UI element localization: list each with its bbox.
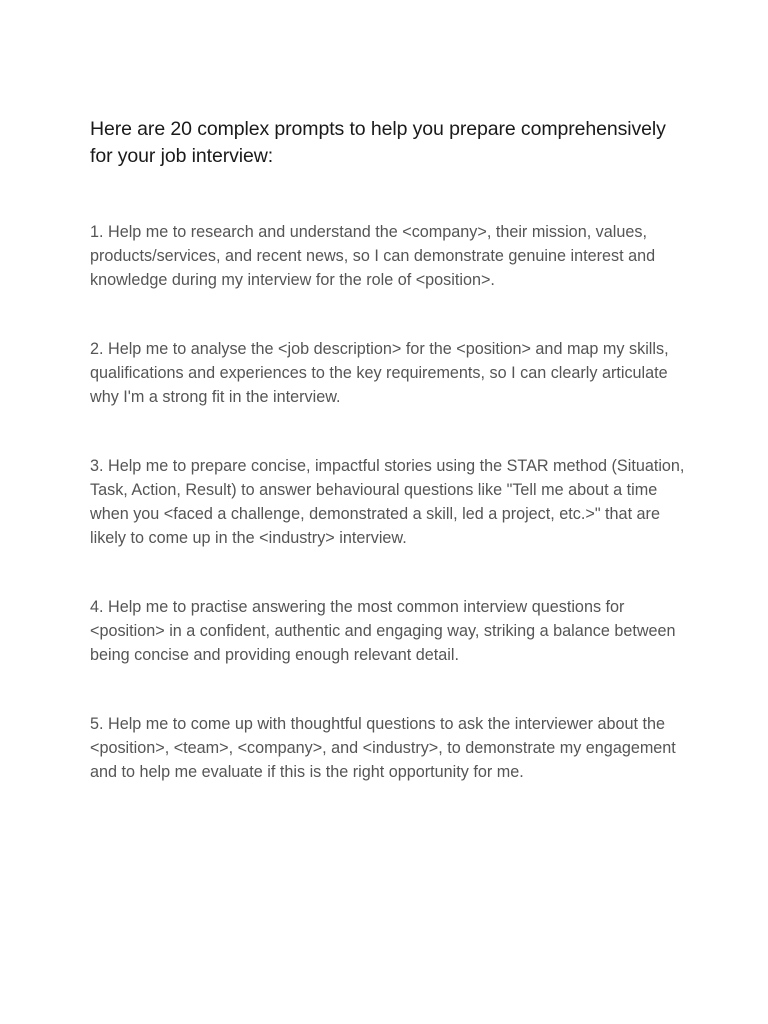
document-title: Here are 20 complex prompts to help you prepare comprehensively for your job interview: bbox=[90, 118, 666, 167]
prompt-item-3: 3. Help me to prepare concise, impactful stories using the STAR method (Situation, Task, Action, Result) to answer behavioural questions like "Tell me about a time when you <faced a challenge, demonstrated a skill, led a project, etc.>" that are likely to come up in the <industry> interview. bbox=[90, 457, 685, 547]
prompt-item-4: 4. Help me to practise answering the most common interview questions for <position> in a confident, authentic and engaging way, striking a balance between being concise and providing enough relevant detail. bbox=[90, 598, 676, 664]
prompt-list bbox=[90, 220, 690, 784]
prompt-item-2: 2. Help me to analyse the <job description> for the <position> and map my skills, qualifications and experiences to the key requirements, so I can clearly articulate why I'm a strong fit in the interview. bbox=[90, 340, 669, 406]
document-body bbox=[90, 116, 690, 784]
title-spacer bbox=[90, 170, 690, 220]
prompt-item-1: 1. Help me to research and understand the <company>, their mission, values, products/services, and recent news, so I can demonstrate genuine interest and knowledge during my interview for the role of <position>. bbox=[90, 223, 656, 289]
prompt-item-5: 5. Help me to come up with thoughtful questions to ask the interviewer about the <position>, <team>, <company>, and <industry>, to demonstrate my engagement and to help me evaluate if this is the right opportunity for me. bbox=[90, 715, 676, 781]
